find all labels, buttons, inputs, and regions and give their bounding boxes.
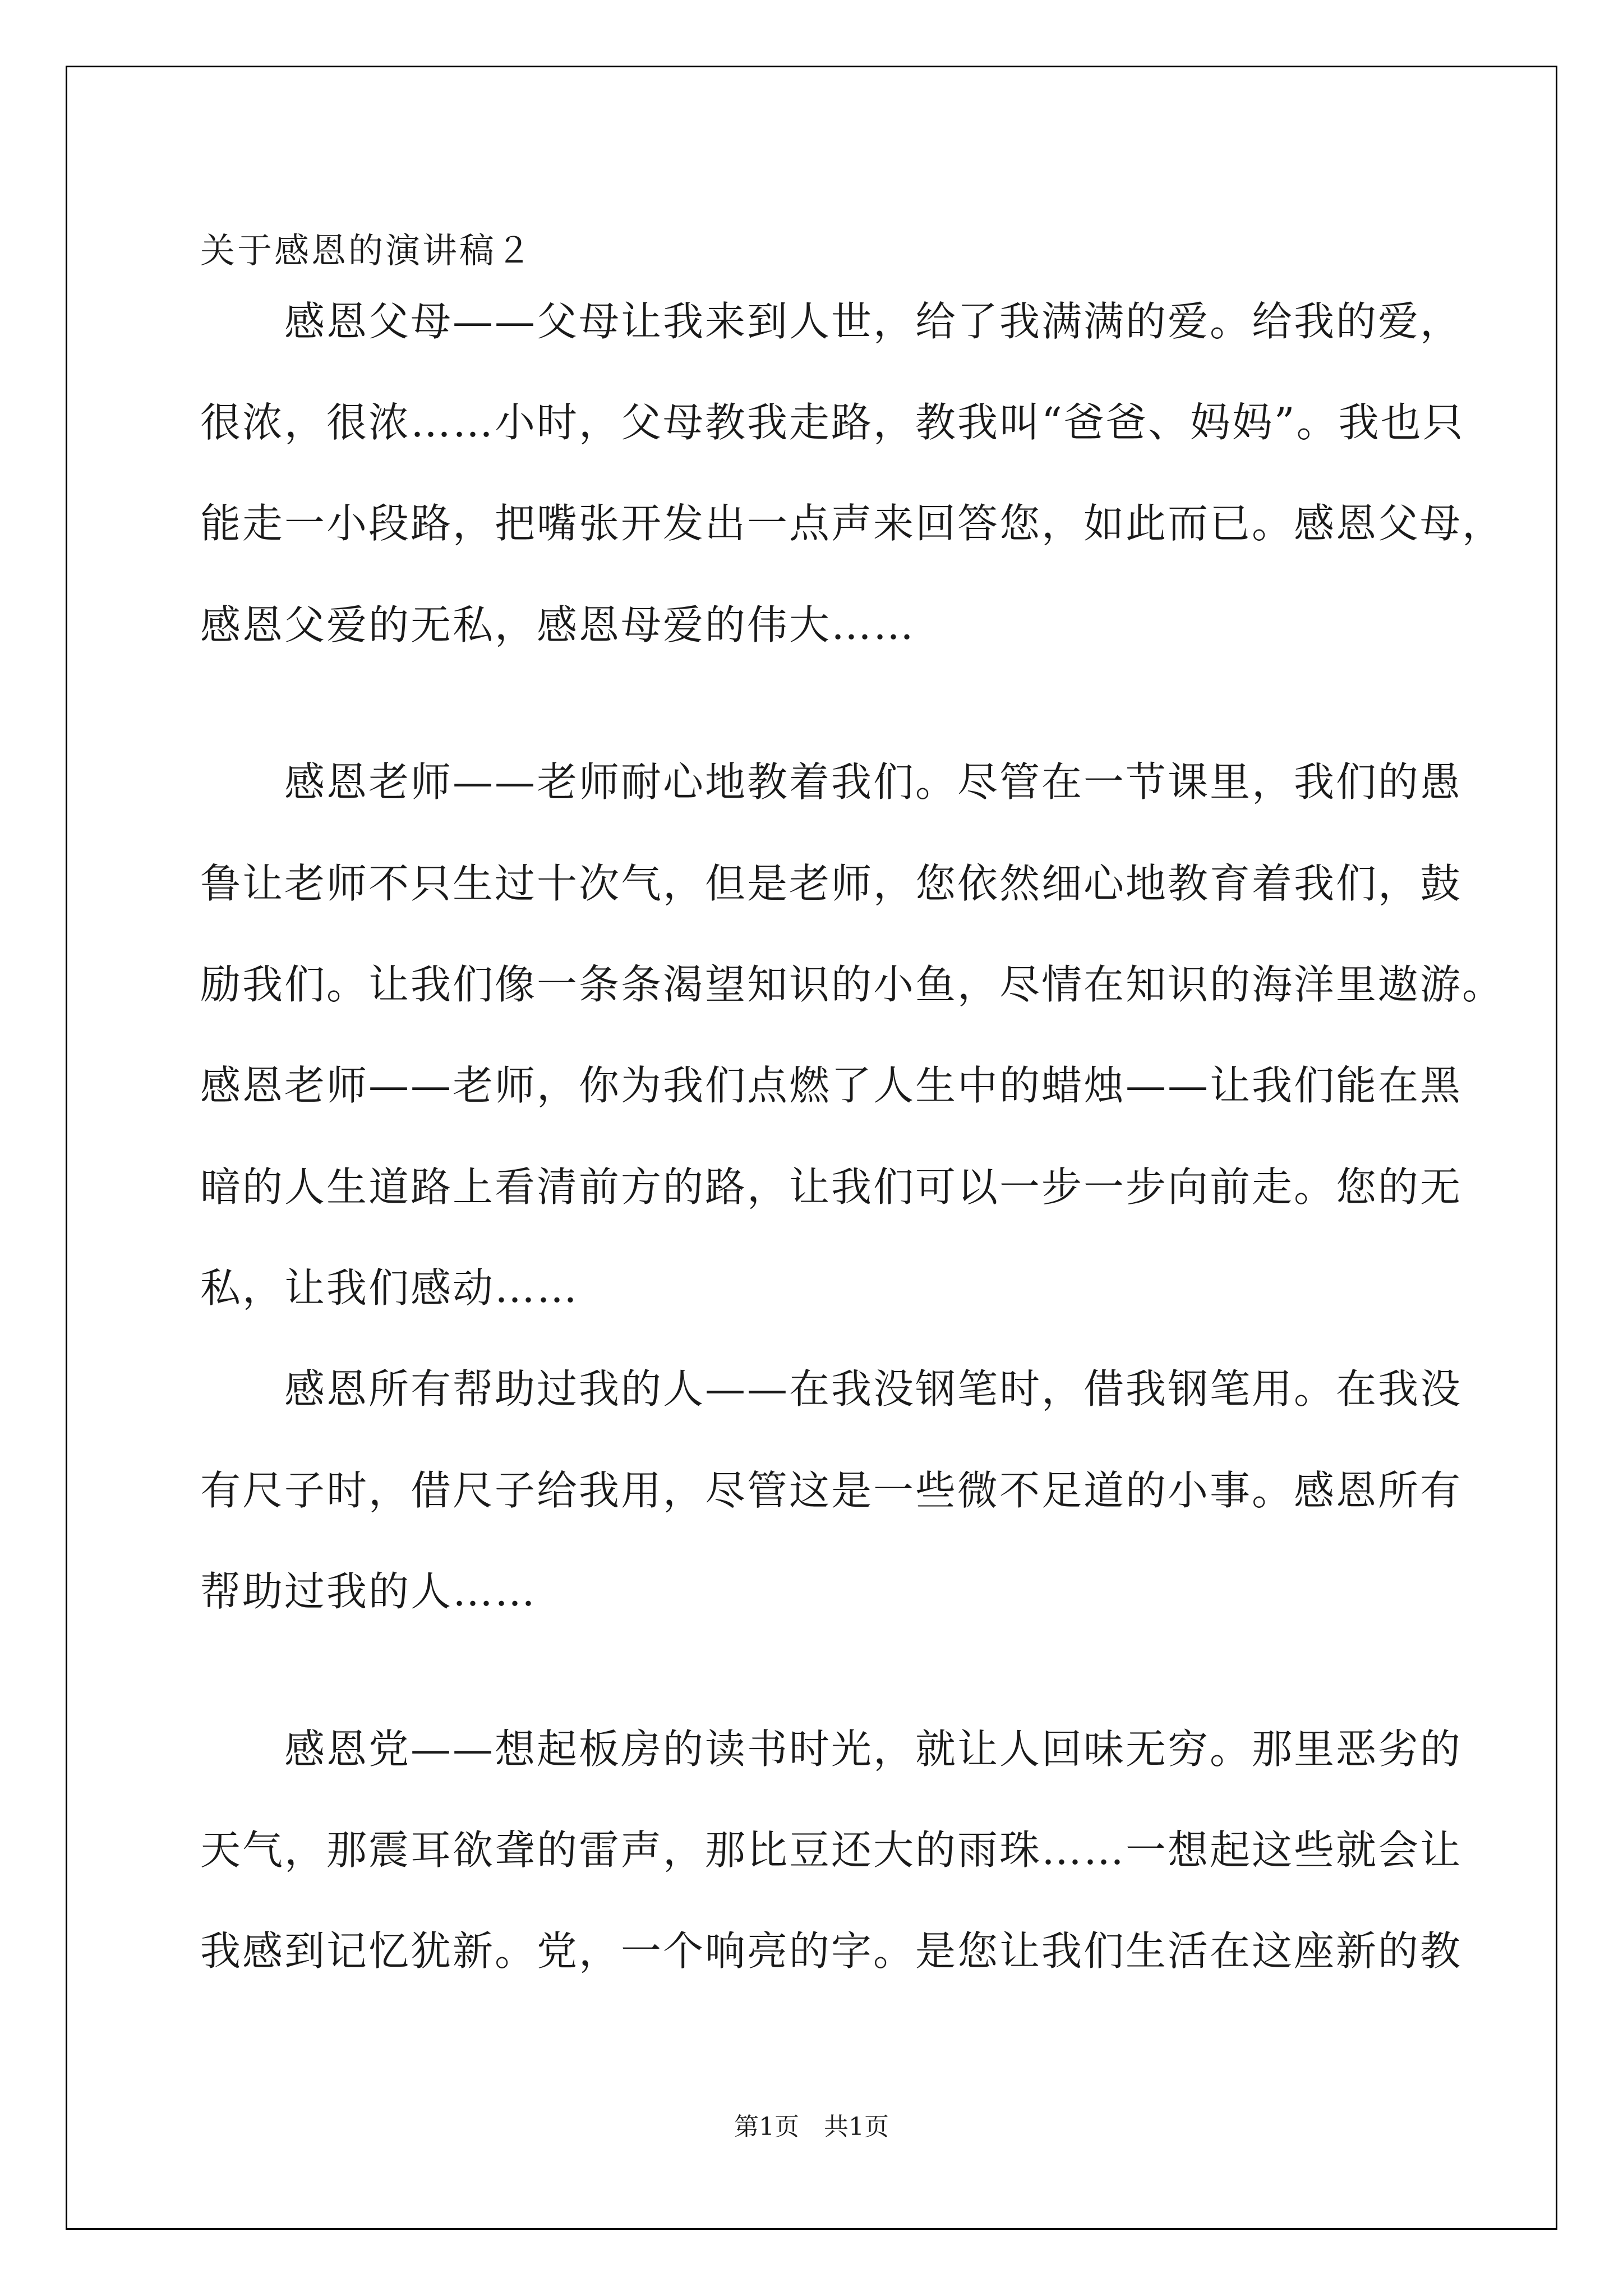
body-line: 我感到记忆犹新。党，一个响亮的字。是您让我们生活在这座新的教 — [200, 1927, 1463, 1975]
body-line: 感恩父爱的无私，感恩母爱的伟大…… — [200, 601, 916, 648]
body-line: 能走一小段路，把嘴张开发出一点声来回答您，如此而已。感恩父母， — [200, 500, 1505, 547]
body-line: 私，让我们感动…… — [200, 1264, 579, 1312]
body-line: 很浓，很浓……小时，父母教我走路，教我叫“爸爸、妈妈”。我也只 — [200, 399, 1465, 446]
body-line: 帮助过我的人…… — [200, 1568, 537, 1615]
body-line: 感恩老师——老师耐心地教着我们。尽管在一节课里，我们的愚 — [200, 758, 1463, 806]
page-frame — [66, 66, 1557, 2230]
page-footer: 第1页 共1页 — [734, 2113, 889, 2141]
body-line: 感恩党——想起板房的读书时光，就让人回味无穷。那里恶劣的 — [200, 1726, 1463, 1773]
document-title: 关于感恩的演讲稿２ — [200, 230, 534, 271]
body-line: 励我们。让我们像一条条渴望知识的小鱼，尽情在知识的海洋里遨游。 — [200, 961, 1505, 1008]
body-line: 暗的人生道路上看清前方的路，让我们可以一步一步向前走。您的无 — [200, 1163, 1463, 1211]
body-line: 感恩父母——父母让我来到人世，给了我满满的爱。给我的爱， — [200, 298, 1463, 345]
body-line: 有尺子时，借尺子给我用，尽管这是一些微不足道的小事。感恩所有 — [200, 1467, 1463, 1514]
body-line: 感恩老师——老师，你为我们点燃了人生中的蜡烛——让我们能在黑 — [200, 1062, 1463, 1109]
body-line: 天气，那震耳欲聋的雷声，那比豆还大的雨珠……一想起这些就会让 — [200, 1826, 1463, 1874]
body-line: 感恩所有帮助过我的人——在我没钢笔时，借我钢笔用。在我没 — [200, 1365, 1463, 1412]
body-line: 鲁让老师不只生过十次气，但是老师，您依然细心地教育着我们，鼓 — [200, 860, 1463, 907]
